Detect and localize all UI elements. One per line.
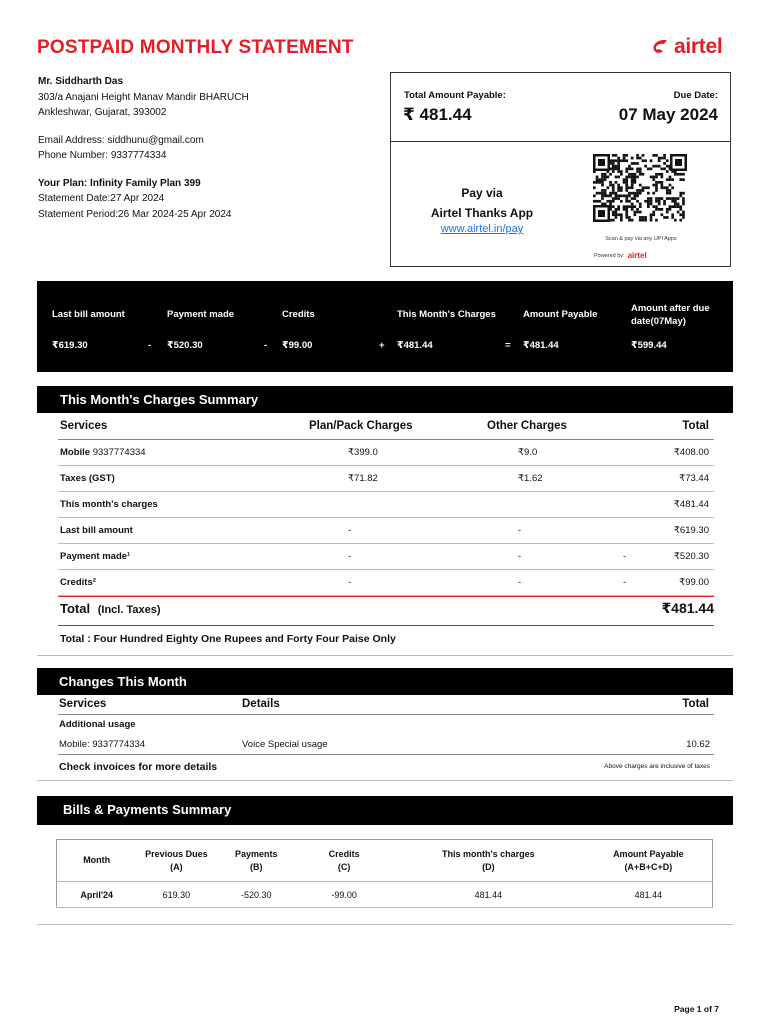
due-date-label: Due Date: [673, 90, 718, 101]
bills-cell: -520.30 [216, 882, 296, 908]
charges-plan: ₹71.82 [348, 473, 378, 484]
scan-note: Scan & pay via any UPI Apps [605, 236, 677, 242]
bills-header-line-1: Month [83, 855, 111, 865]
bills-header-line-2: (C) [337, 861, 351, 872]
charges-row [58, 492, 714, 518]
phone-line: Phone Number: 9337774334 [38, 150, 167, 161]
bills-header-cell [136, 840, 216, 882]
bills-header-line-1: This month's charges [442, 848, 535, 859]
airtel-logo [651, 35, 722, 59]
address-line-2: Ankleshwar, Gujarat, 393002 [38, 107, 167, 118]
bills-header-line-2: (A+B+C+D) [624, 861, 673, 872]
band-op-minus: - [264, 340, 268, 351]
charges-other: - [518, 525, 522, 536]
bills-payments-table [56, 839, 713, 908]
charges-total: ₹99.00 [679, 577, 709, 588]
charges-other: ₹1.62 [518, 473, 543, 484]
charges-row [58, 544, 714, 570]
band-op-equals: = [505, 340, 511, 351]
changes-title: Changes This Month [37, 668, 733, 695]
total-amount-label: Total Amount Payable: [404, 90, 506, 101]
charges-service-name: This month's charges [60, 499, 158, 510]
band-label-payment: Payment made [167, 309, 235, 320]
payment-box [390, 72, 731, 267]
charges-row [58, 440, 714, 466]
statement-period: Statement Period:26 Mar 2024-25 Apr 2024 [38, 208, 232, 220]
section-divider [37, 780, 733, 781]
due-date-value: 07 May 2024 [618, 105, 718, 124]
section-divider [37, 924, 733, 925]
changes-row [58, 735, 714, 755]
total-label-sub: (Incl. Taxes) [97, 604, 161, 616]
bills-cell: 619.30 [136, 882, 216, 908]
bills-header-cell [392, 840, 585, 882]
total-bottom-rule [58, 625, 714, 626]
bills-header-cell [296, 840, 392, 882]
page-number: Page 1 of 7 [674, 1004, 719, 1014]
bills-cell: April'24 [57, 882, 137, 908]
band-op-minus: - [148, 340, 152, 351]
total-top-rule [58, 596, 714, 597]
charges-service [60, 544, 130, 570]
charges-plan: ₹399.0 [348, 447, 378, 458]
col-services: Services [60, 420, 108, 432]
check-invoices-text: Check invoices for more details [59, 761, 218, 773]
charges-service [60, 518, 133, 544]
band-label-amount-payable: Amount Payable [523, 309, 598, 320]
band-label-after-due-line-1: Amount after due [631, 303, 710, 314]
charges-other: - [518, 551, 522, 562]
bills-header-line-2: (B) [250, 861, 263, 872]
bills-header-line-1: Payments [234, 848, 278, 859]
charges-service-name: Credits² [60, 577, 96, 588]
band-value-after-due: ₹599.44 [631, 340, 667, 351]
col-details: Details [242, 698, 280, 710]
band-label-month-charges: This Month's Charges [397, 309, 496, 320]
charges-summary-title: This Month's Charges Summary [37, 386, 733, 413]
charges-service [60, 440, 146, 466]
charges-row [58, 518, 714, 544]
address-line-1: 303/a Anajani Height Manav Mandir BHARUCH [38, 91, 249, 103]
statement-date: Statement Date:27 Apr 2024 [38, 193, 165, 204]
bills-cell: 481.44 [392, 882, 585, 908]
changes-total: 10.62 [686, 739, 710, 750]
charges-total: ₹481.44 [673, 499, 709, 510]
divider [391, 141, 730, 142]
page-title: POSTPAID MONTHLY STATEMENT [37, 37, 354, 58]
band-value-credits: ₹99.00 [282, 340, 313, 351]
charges-dash: - [623, 551, 627, 562]
bills-header-line-2: (D) [482, 861, 495, 872]
charges-service [60, 466, 115, 492]
charges-service [60, 492, 158, 518]
bills-header-cell [585, 840, 713, 882]
total-label-text: Total [60, 601, 91, 616]
charges-total: ₹619.30 [673, 525, 709, 536]
charges-row [58, 466, 714, 492]
band-value-last-bill: ₹619.30 [52, 340, 88, 351]
col-other-charges: Other Charges [487, 420, 567, 432]
col-total: Total [682, 698, 709, 710]
additional-usage-label: Additional usage [59, 719, 136, 730]
charges-other: - [518, 577, 522, 588]
powered-by-label: Powered by: [594, 252, 625, 259]
bills-header-line-2: (A) [170, 861, 183, 872]
bills-table-row [57, 882, 713, 908]
band-value-payment: ₹520.30 [167, 340, 203, 351]
bills-header-line-1: Previous Dues [145, 848, 208, 859]
col-plan-charges: Plan/Pack Charges [309, 420, 413, 432]
charges-table-header [58, 414, 714, 440]
total-value: ₹481.44 [661, 600, 714, 616]
band-label-last-bill: Last bill amount [52, 309, 125, 320]
col-total: Total [682, 420, 709, 432]
bills-cell: 481.44 [585, 882, 713, 908]
charges-plan: - [348, 525, 352, 536]
total-label [60, 601, 160, 616]
pay-via-line-2: Airtel Thanks App [430, 206, 534, 220]
charges-row [58, 570, 714, 596]
upi-qr-code-icon[interactable] [592, 153, 688, 223]
col-services: Services [59, 698, 107, 710]
changes-details: Voice Special usage [242, 739, 328, 750]
bills-header-cell [216, 840, 296, 882]
plan-line: Your Plan: Infinity Family Plan 399 [38, 177, 201, 189]
total-amount-value: ₹ 481.44 [403, 105, 472, 124]
customer-name: Mr. Siddharth Das [38, 76, 124, 87]
email-line: Email Address: siddhunu@gmail.com [38, 134, 204, 146]
charges-total: ₹73.44 [679, 473, 709, 484]
band-op-plus: + [379, 340, 385, 351]
bill-summary-band [37, 281, 733, 372]
charges-other: ₹9.0 [518, 447, 538, 458]
bills-header-line-1: Credits [328, 848, 360, 859]
brand-name: airtel [674, 35, 723, 58]
charges-service-name: Last bill amount [60, 525, 133, 536]
band-label-after-due-line-2: date(07May) [631, 316, 686, 327]
charges-total: ₹408.00 [673, 447, 709, 458]
charges-total: ₹520.30 [673, 551, 709, 562]
charges-service-name: Mobile [60, 447, 91, 458]
powered-by-brand: airtel [627, 251, 647, 260]
band-value-month-charges: ₹481.44 [397, 340, 433, 351]
bills-cell: -99.00 [296, 882, 392, 908]
bills-table-header [57, 840, 713, 882]
pay-via-line-1: Pay via [461, 186, 503, 200]
band-label-credits: Credits [282, 309, 315, 320]
powered-by [594, 251, 647, 260]
charges-dash: - [623, 577, 627, 588]
inclusive-taxes-note: Above charges are inclusive of taxes [604, 763, 710, 770]
customer-details [38, 74, 249, 222]
changes-table-header [58, 695, 714, 715]
section-divider [37, 655, 733, 656]
bills-header-line-1: Amount Payable [613, 848, 684, 859]
charges-service [60, 570, 96, 596]
pay-link[interactable]: www.airtel.in/pay [440, 223, 524, 235]
total-in-words: Total : Four Hundred Eighty One Rupees and Forty Four Paise Only [60, 633, 396, 645]
bills-payments-title: Bills & Payments Summary [37, 796, 733, 825]
bills-header-cell [57, 840, 137, 882]
charges-service-number: 9337774334 [90, 447, 146, 458]
charges-plan: - [348, 551, 352, 562]
changes-service: Mobile: 9337774334 [59, 739, 146, 750]
band-label-after-due [631, 302, 710, 328]
charges-plan: - [348, 577, 352, 588]
charges-service-name: Payment made¹ [60, 551, 131, 562]
charges-service-name: Taxes (GST) [60, 473, 115, 484]
pay-via-text [429, 183, 535, 223]
band-value-amount-payable: ₹481.44 [523, 340, 559, 351]
airtel-swirl-icon [651, 39, 671, 55]
